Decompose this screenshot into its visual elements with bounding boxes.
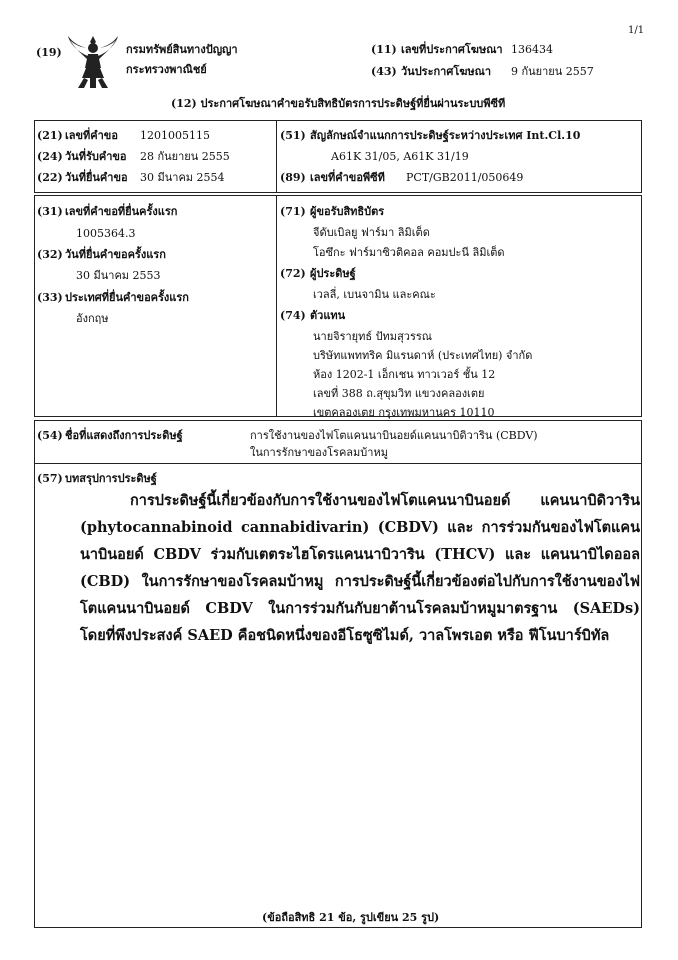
agent-line-1: นายจิรายุทธ์ ปัทมสุวรรณ: [313, 330, 432, 343]
abstract-text: การประดิษฐ์นี้เกี่ยวข้องกับการใช้งานของไฟโตแคนนาบินอยด์ แคนนาบิดิวาริน (phytocannabinoid cannabidivarin) (CBDV) และ การร่วมกันของไฟโตแคนนาบินอยด์ CBDV ร่วมกับเตตระไฮโดรแคนนาบิวาริน (THCV) และ แคนนาบิไดออล (CBD) ในการรักษาของโรคลมบ้าหมู การประดิษฐ์นี้เกี่ยวข้องต่อไปกับการใช้งานของไฟโตแคนนาบินอยด์ CBDV ในการร่วมกันกับยาต้านโรคลมบ้าหมูมาตรฐาน (SAEDs) โดยที่พึงประสงค์ SAED คือชนิดหนึ่งของอีโธซูซิไมด์, วาลโพรเอต หรือ ฟีโนบาร์บิทัล: [80, 492, 640, 644]
ministry-name: กระทรวงพาณิชย์: [126, 63, 207, 76]
ipc-label: สัญลักษณ์จำแนกการประดิษฐ์ระหว่างประเทศ Int.Cl.10: [310, 129, 581, 142]
pub-no-label: เลขที่ประกาศโฆษณา: [401, 43, 503, 56]
priority-country-label: ประเทศที่ยื่นคำขอครั้งแรก: [65, 291, 189, 304]
agent-line-2: บริษัทแพททริค มิแรนดาห์ (ประเทศไทย) จำกัด: [313, 349, 533, 362]
divider: [276, 195, 277, 417]
agent-line-3: ห้อง 1202-1 เอ็กเชน ทาวเวอร์ ชั้น 12: [313, 368, 496, 381]
f22-code: (22): [37, 171, 63, 184]
invention-title-line-1: การใช้งานของไฟโตแคนนาบินอยด์แคนนาบิดิวาริน (CBDV): [250, 429, 538, 442]
pct-no-label: เลขที่คำขอพีซีที: [310, 171, 385, 184]
agent-label: ตัวแทน: [310, 309, 346, 322]
filing-date-value: 30 มีนาคม 2554: [140, 171, 225, 184]
f21-code: (21): [37, 129, 63, 142]
pub-date-label: วันประกาศโฆษณา: [401, 65, 492, 78]
divider: [276, 120, 277, 193]
f71-code: (71): [280, 205, 306, 218]
f32-code: (32): [37, 248, 63, 261]
pub-date-code: (43): [371, 65, 397, 78]
org-name: กรมทรัพย์สินทางปัญญา: [126, 43, 238, 56]
priority-date-label: วันที่ยื่นคำขอครั้งแรก: [65, 248, 166, 261]
app-no-label: เลขที่คำขอ: [65, 129, 118, 142]
priority-no-label: เลขที่คำขอที่ยื่นครั้งแรก: [65, 205, 178, 218]
divider: [34, 463, 642, 464]
priority-country-value: อังกฤษ: [76, 312, 109, 325]
pub-date-value: 9 กันยายน 2557: [511, 65, 594, 78]
f54-code: (54): [37, 429, 63, 442]
f74-code: (74): [280, 309, 306, 322]
claims-figures-note: (ข้อถือสิทธิ 21 ข้อ, รูปเขียน 25 รูป): [262, 911, 440, 924]
document-title: (12) ประกาศโฆษณาคำขอรับสิทธิบัตรการประดิษฐ์ที่ยื่นผ่านระบบพีซีที: [171, 97, 506, 110]
receipt-date-value: 28 กันยายน 2555: [140, 150, 230, 163]
f89-code: (89): [280, 171, 306, 184]
title-label: ชื่อที่แสดงถึงการประดิษฐ์: [65, 429, 183, 442]
receipt-date-label: วันที่รับคำขอ: [65, 150, 127, 163]
agent-line-4: เลขที่ 388 ถ.สุขุมวิท แขวงคลองเตย: [313, 387, 485, 400]
f33-code: (33): [37, 291, 63, 304]
applicant-2: โอซึกะ ฟาร์มาซิวติคอล คอมปะนี ลิมิเต็ด: [313, 246, 505, 259]
abstract-label: บทสรุปการประดิษฐ์: [65, 472, 157, 485]
header-code-19: (19): [36, 46, 62, 59]
garuda-emblem-icon: [66, 32, 120, 92]
filing-date-label: วันที่ยื่นคำขอ: [65, 171, 128, 184]
f72-code: (72): [280, 267, 306, 280]
f57-code: (57): [37, 472, 63, 485]
inventor-label: ผู้ประดิษฐ์: [310, 267, 356, 280]
f31-code: (31): [37, 205, 63, 218]
page-number: 1/1: [628, 25, 645, 36]
pub-no-value: 136434: [511, 43, 553, 56]
f51-code: (51): [280, 129, 306, 142]
pub-no-code: (11): [371, 43, 397, 56]
ipc-value: A61K 31/05, A61K 31/19: [331, 150, 469, 163]
applicant-1: จีดับเบิลยู ฟาร์มา ลิมิเต็ด: [313, 226, 430, 239]
f24-code: (24): [37, 150, 63, 163]
inventor-value: เวลลี่, เบนจามิน และคณะ: [313, 288, 436, 301]
priority-date-value: 30 มีนาคม 2553: [76, 269, 161, 282]
invention-title-line-2: ในการรักษาของโรคลมบ้าหมู: [250, 446, 388, 459]
agent-line-5: เขตคลองเตย กรุงเทพมหานคร 10110: [313, 406, 495, 419]
pct-no-value: PCT/GB2011/050649: [406, 171, 524, 184]
applicant-label: ผู้ขอรับสิทธิบัตร: [310, 205, 385, 218]
app-no-value: 1201005115: [140, 129, 210, 142]
priority-no-value: 1005364.3: [76, 227, 136, 240]
